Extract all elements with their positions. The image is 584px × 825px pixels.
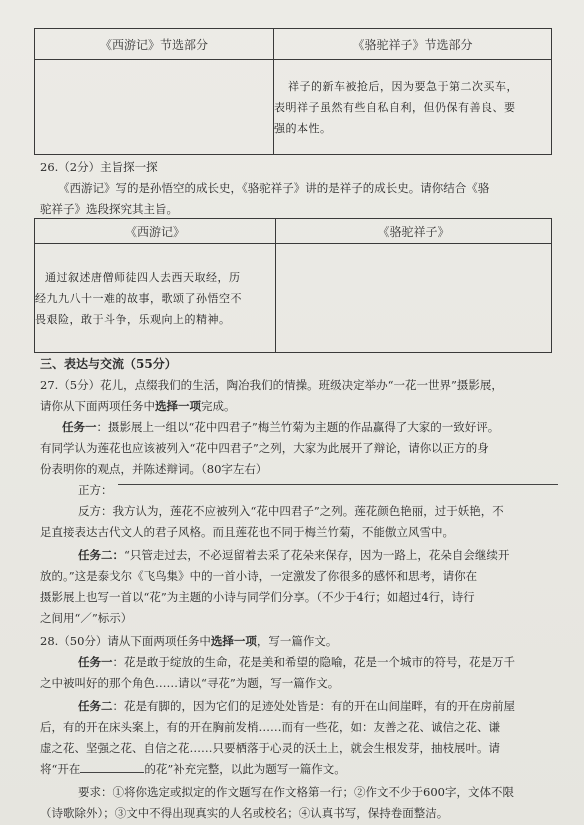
q28-fill-blank[interactable] <box>80 762 144 773</box>
q28-instruction-end: ，写一篇作文。 <box>256 634 338 648</box>
table2-col2-header: 《骆驼祥子》 <box>276 219 552 244</box>
handwritten-answer-line: 祥子的新车被抢后，因为要急于第二次买车， <box>288 79 518 93</box>
q28-task1-line: 之中被叫好的那个角色……请以“寻花”为题，写一篇作文。 <box>40 676 340 690</box>
handwritten-answer-line: 经九九八十一难的故事，歌颂了孙悟空不 <box>35 291 242 305</box>
q27-fan-line: 足直接表达古代文人的君子风格。而且莲花也不同于梅兰竹菊，不能傲立风雪中。 <box>40 525 454 539</box>
q27-fan-line: 反方：我方认为，莲花不应被列入“花中四君子”之列。莲花颜色艳丽，过于妖艳，不 <box>78 504 504 518</box>
q28-task1-label: 任务一 <box>78 655 113 669</box>
q28-requirement-line: 要求：①将你选定或拟定的作文题写在作文格第一行；②作文不少于600字，文体不限 <box>78 785 514 799</box>
q27-task2-line: 之间用“／”标示） <box>40 611 133 625</box>
q28-task2-text: ：花是有脚的，因为它们的足迹处处皆是：有的开在山间崖畔，有的开在房前屋 <box>112 699 515 713</box>
table1-col2-header: 《骆驼祥子》节选部分 <box>274 29 552 60</box>
q27-task1-line: 份表明你的观点，并陈述辩词。（80字左右） <box>40 462 268 476</box>
q28-task1-text: ：花是敢于绽放的生命，花是美和希望的隐喻，花是一个城市的符号，花是万千 <box>112 655 515 669</box>
q27-line: 27.（5分）花儿，点缀我们的生活，陶冶我们的情操。班级决定举办“一花一世界”摄影展， <box>40 378 503 392</box>
handwritten-answer-line: 通过叙述唐僧师徒四人去西天取经，历 <box>45 270 241 284</box>
table1-col2-answer-cell[interactable] <box>274 60 552 155</box>
q28-task2-fill-prefix: 将“开在 <box>40 762 81 776</box>
q26-title: 26.（2分）主旨探一探 <box>40 160 158 174</box>
q27-zheng-answer-line[interactable] <box>118 484 558 485</box>
table2-col1-answer-cell[interactable] <box>35 244 276 353</box>
q27-task1-text: ：摄影展上一组以“花中四君子”梅兰竹菊为主题的作品赢得了大家的一致好评。 <box>96 420 500 434</box>
q27-choose-one: 选择一项 <box>155 399 201 413</box>
q28-task2-line <box>78 698 515 714</box>
q27-task2-line <box>78 547 509 563</box>
q28-task1-line <box>78 654 515 670</box>
q27-line <box>40 398 236 414</box>
q28-task2-label: 任务二 <box>78 699 113 713</box>
q28-requirement-line: （诗歌除外）；③文中不得出现真实的人名或校名；④认真书写，保持卷面整洁。 <box>40 806 449 820</box>
q28-task2-line: 后，有的开在床头案上，有的开在胸前发梢……而有一些花，如：友善之花、诚信之花、谦 <box>40 720 500 734</box>
q26-prompt-line: 驼祥子》选段探究其主旨。 <box>40 202 178 216</box>
handwritten-answer-line: 表明祥子虽然有些自私自利，但仍保有善良、要 <box>274 100 516 114</box>
q27-task2-label: 任务二： <box>78 548 124 562</box>
q27-task2-line: 放的。”这是泰戈尔《飞鸟集》中的一首小诗，一定激发了你很多的感怀和思考，请你在 <box>40 569 478 583</box>
q28-choose-one: 选择一项 <box>210 634 257 648</box>
q28-task2-line <box>40 761 346 777</box>
table2-col2-answer-cell[interactable] <box>276 244 552 353</box>
q27-task1-line <box>62 419 499 435</box>
q28-instruction-text: 28.（50分）请从下面两项任务中 <box>40 634 211 648</box>
q27-task1-label: 任务一 <box>62 420 97 434</box>
q28-line <box>40 633 337 649</box>
q27-instruction-end: 完成。 <box>201 399 236 413</box>
q26-prompt-line: 《西游记》写的是孙悟空的成长史，《骆驼祥子》讲的是祥子的成长史。请你结合《骆 <box>58 181 490 195</box>
q28-task2-line: 虚之花、坚强之花、自信之花……只要栖落于心灵的沃土上，就会生根发芽，抽枝展叶。请 <box>40 741 500 755</box>
table1-col1-answer-cell[interactable] <box>35 60 274 155</box>
q27-task2-text: “只管走过去，不必逗留着去采了花朵来保存，因为一路上，花朵自会继续开 <box>124 548 510 562</box>
q27-task2-line: 摄影展上也写一首以“花”为主题的小诗与同学们分享。（不少于4行；如超过4行，诗行 <box>40 590 475 604</box>
q27-zheng-label: 正方： <box>78 483 113 497</box>
theme-comparison-table <box>34 218 552 353</box>
section-title: 三、表达与交流（55分） <box>40 357 177 371</box>
handwritten-answer-line: 强的本性。 <box>274 121 332 135</box>
table1-col1-header: 《西游记》节选部分 <box>35 29 274 60</box>
handwritten-answer-line: 畏艰险，敢于斗争，乐观向上的精神。 <box>35 312 231 326</box>
q28-task2-fill-suffix: 的花”补充完整，以此为题写一篇作文。 <box>144 762 346 776</box>
table2-col1-header: 《西游记》 <box>35 219 276 244</box>
q27-instruction-text: 请你从下面两项任务中 <box>40 399 155 413</box>
q27-task1-line: 有同学认为莲花也应该被列入“花中四君子”之列，大家为此展开了辩论，请你以正方的身 <box>40 441 489 455</box>
reading-comparison-table <box>34 28 552 155</box>
